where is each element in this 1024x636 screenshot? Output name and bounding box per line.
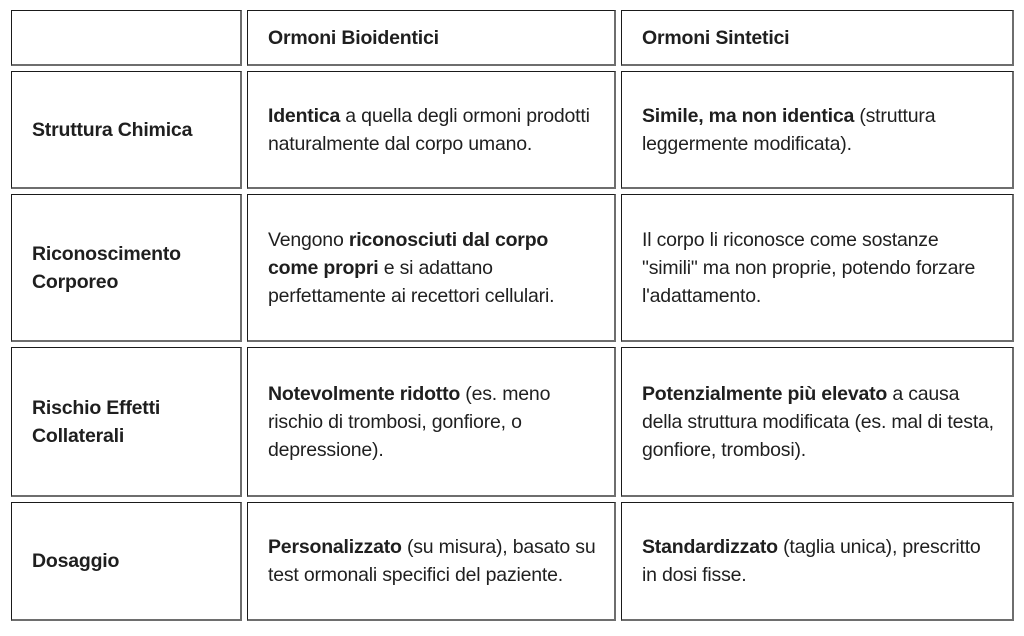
bold-text: Notevolmente ridotto [268, 382, 461, 405]
text: (su misura), basato su test ormonali specifici del paziente. [268, 536, 596, 586]
header-row [11, 10, 1014, 66]
text: a causa della struttura modificata (es. mal di testa, gonfiore, trombosi). [642, 382, 994, 461]
text: (struttura leggermente modificata). [642, 104, 936, 155]
synthetic-cell [621, 502, 1014, 621]
table-row [11, 194, 1014, 342]
row-label: Riconoscimento Corporeo [11, 194, 242, 342]
text: Il corpo li riconosce come sostanze "simili" ma non proprie, potendo forzare l'adattamento. [642, 228, 976, 307]
bold-text: Potenzialmente più elevato [642, 382, 888, 405]
row-label: Struttura Chimica [11, 71, 242, 189]
synthetic-cell [621, 194, 1014, 342]
bioidentical-cell [247, 194, 616, 342]
text: e si adattano perfettamente ai recettori cellulari. [268, 256, 555, 307]
header-synthetic: Ormoni Sintetici [621, 10, 1014, 66]
bold-text: Personalizzato [268, 536, 402, 558]
bioidentical-cell [247, 502, 616, 621]
text: (es. meno rischio di trombosi, gonfiore, o depressione). [268, 382, 551, 461]
row-label: Dosaggio [11, 502, 242, 621]
bioidentical-cell [247, 71, 616, 189]
table-row [11, 71, 1014, 189]
table-row [11, 502, 1014, 621]
header-empty-cell [11, 10, 242, 66]
header-bioidentical: Ormoni Bioidentici [247, 10, 616, 66]
synthetic-cell [621, 71, 1014, 189]
bold-text: Standardizzato [642, 536, 778, 558]
bold-text: Identica [268, 104, 341, 127]
bold-text: Simile, ma non identica [642, 104, 855, 127]
row-label: Rischio Effetti Collaterali [11, 347, 242, 497]
text: a quella degli ormoni prodotti naturalmente dal corpo umano. [268, 104, 590, 155]
synthetic-cell [621, 347, 1014, 497]
comparison-table [6, 5, 1019, 626]
text: Vengono [268, 228, 349, 251]
bioidentical-cell [247, 347, 616, 497]
table-row [11, 347, 1014, 497]
text: (taglia unica), prescritto in dosi fisse. [642, 536, 981, 586]
bold-text: riconosciuti dal corpo come propri [268, 228, 549, 279]
